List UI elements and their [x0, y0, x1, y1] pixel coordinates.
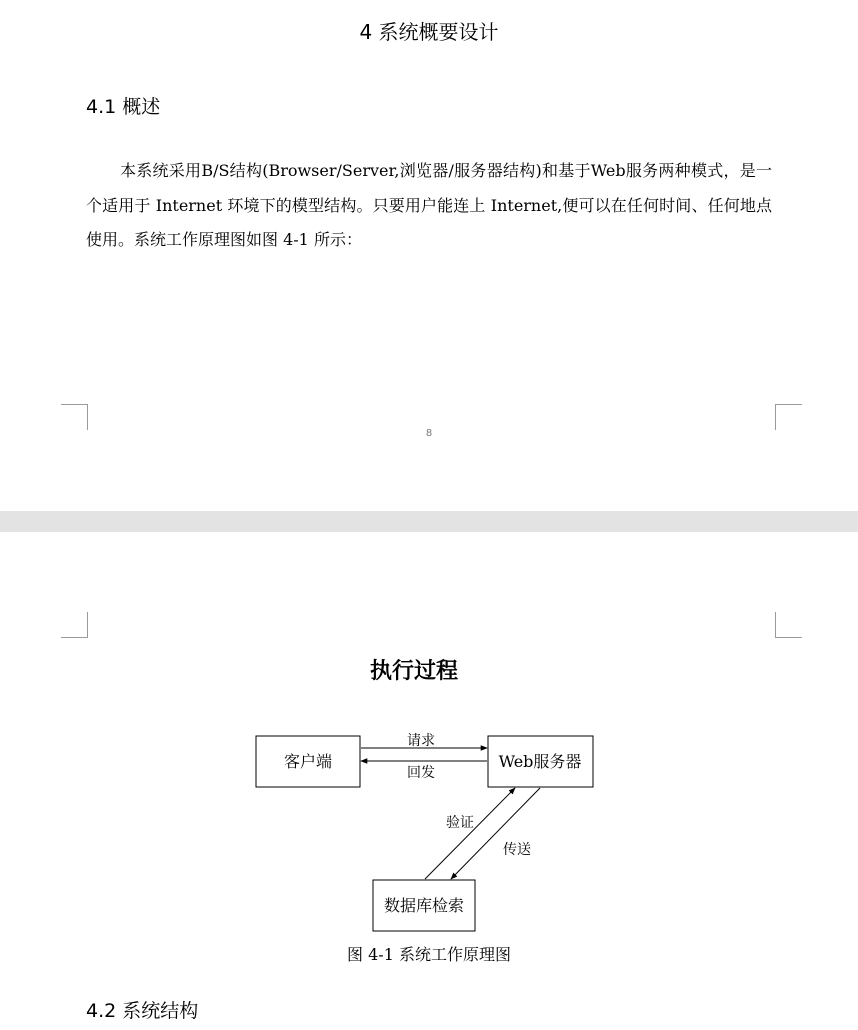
page-margin-corner-mark	[61, 404, 88, 430]
flow-diagram	[0, 532, 858, 942]
page-separator	[0, 511, 858, 532]
transfer-arrow	[451, 788, 540, 879]
response-label: 回发	[407, 765, 435, 781]
chapter-title: 4 系统概要设计	[359, 20, 499, 44]
section-heading-4-2: 4.2 系统结构	[86, 1000, 199, 1022]
section-heading-4-1: 4.1 概述	[86, 96, 161, 118]
page-margin-corner-mark	[775, 404, 802, 430]
client-node-label: 客户端	[283, 752, 333, 771]
diagram-title: 执行过程	[369, 658, 459, 684]
body-paragraph: 本系统采用B/S结构(Browser/Server,浏览器/服务器结构)和基于Web服务两种模式，是一个适用于 Internet 环境下的模型结构。只要用户能连上 Internet,便可以在任何时间、任何地点使用。系统工作原理图如图 4-1 所示：	[86, 161, 772, 249]
transfer-label: 传送	[503, 842, 531, 858]
document-page-2	[0, 532, 858, 1030]
verify-label: 验证	[446, 815, 474, 831]
document-page-1	[0, 0, 858, 511]
web-server-node-label: Web服务器	[498, 752, 582, 771]
request-label: 请求	[407, 733, 435, 749]
figure-caption: 图 4-1 系统工作原理图	[347, 945, 511, 964]
page-number: 8	[425, 428, 433, 439]
database-search-node-label: 数据库检索	[383, 896, 465, 915]
verify-arrow	[425, 788, 515, 879]
